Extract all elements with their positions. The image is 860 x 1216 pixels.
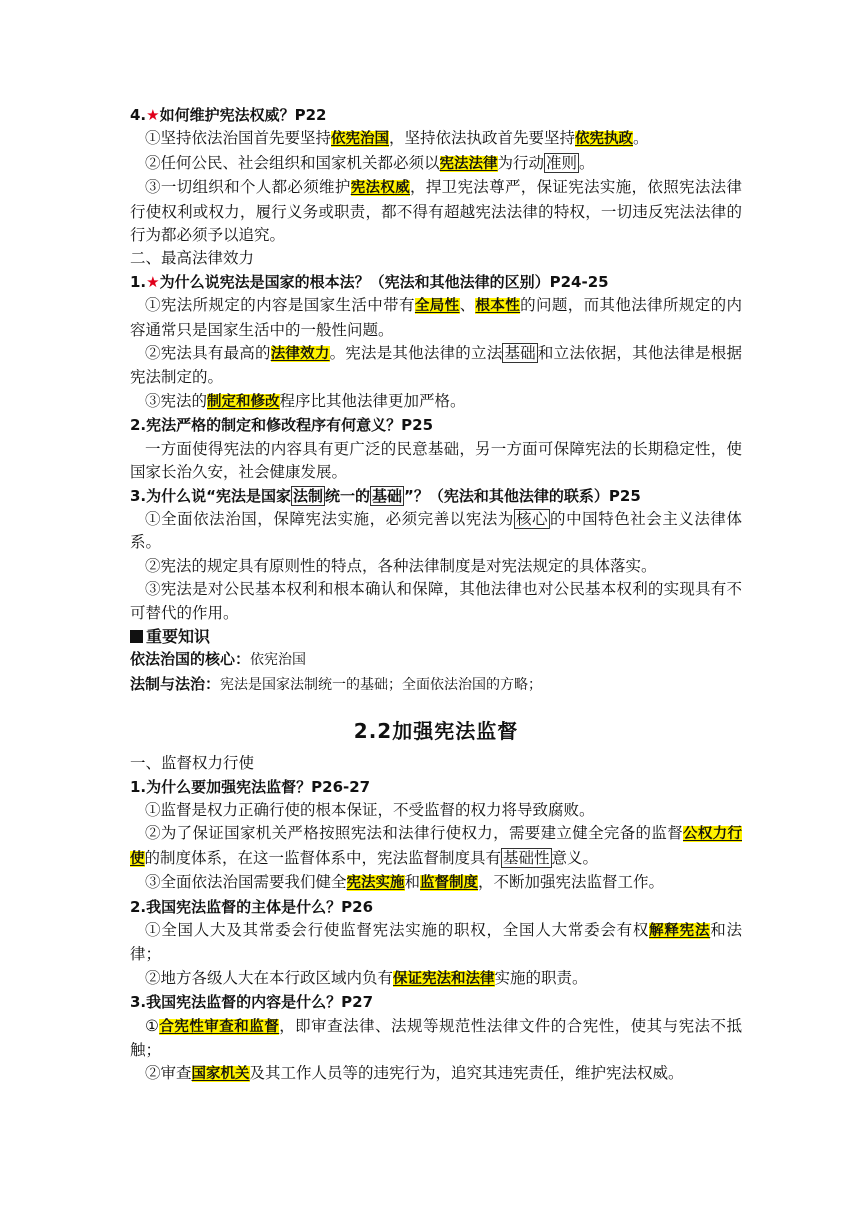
highlighted-term: 依宪执政: [575, 131, 634, 148]
answer-paragraph: ③宪法是对公民基本权利和根本确认和保障，其他法律也对公民基本权利的实现具有不可替代的作用。: [130, 580, 742, 622]
answer-paragraph: [130, 919, 742, 967]
text: 意义。: [551, 848, 599, 867]
answer-paragraph: [130, 1015, 742, 1063]
text: ②宪法具有最高的: [145, 344, 271, 363]
section-title: 2.2加强宪法监督: [353, 719, 519, 744]
key-point: [130, 648, 742, 672]
answer-line: ②宪法的规定具有原则性的特点，各种法律制度是对宪法规定的具体落实。: [145, 556, 657, 575]
text: ，坚持依法执政首先要坚持: [389, 129, 576, 148]
question-heading: [130, 485, 742, 508]
answer-paragraph: [130, 508, 742, 555]
black-square-icon: [130, 630, 143, 643]
text: ③宪法的: [145, 391, 208, 410]
text: 的问题，而其他法律所规定的内容通常只是国家生活中的一般性问题。: [130, 296, 742, 339]
highlighted-term: 制定和修改: [207, 393, 280, 410]
answer-line: ①监督是权力正确行使的根本保证，不受监督的权力将导致腐败。: [145, 800, 595, 819]
key-text: 依宪治国: [250, 652, 307, 669]
text: 重要知识: [146, 626, 211, 646]
text: ②审查: [145, 1064, 192, 1083]
star-icon: ★: [146, 106, 160, 124]
highlighted-term: 国家机关: [191, 1066, 250, 1083]
boxed-term: 基础性: [503, 848, 550, 867]
boxed-term: 基础: [504, 344, 536, 363]
text: ”？（宪法和其他法律的联系）P25: [404, 486, 641, 505]
question-heading: 1.为什么要加强宪法监督？P26-27: [130, 777, 371, 796]
text: 和: [404, 873, 421, 892]
answer-paragraph: [130, 822, 742, 871]
answer-line: [130, 390, 742, 414]
highlighted-term: 全局性: [414, 298, 460, 315]
boxed-term: 法制: [293, 486, 324, 505]
text: 程序比其他法律更加严格。: [279, 391, 466, 410]
answer-line: [130, 152, 742, 176]
text: ，即审查法律、法规等规范性法律文件的合宪性，使其与宪法不抵触；: [130, 1016, 742, 1060]
highlighted-term: 法律效力: [270, 346, 330, 363]
question-title: 为什么说宪法是国家的根本法？（宪法和其他法律的区别）P24-25: [159, 272, 609, 291]
highlighted-term: 宪法法律: [439, 155, 498, 172]
highlighted-term: 根本性: [475, 298, 521, 315]
key-label: 依法治国的核心：: [130, 650, 251, 669]
highlighted-term: 公权力行使: [130, 826, 742, 867]
question-heading: 3.我国宪法监督的内容是什么？P27: [130, 993, 374, 1012]
star-icon: ★: [146, 272, 160, 291]
answer-paragraph: [130, 294, 742, 342]
question-number: 4.: [130, 106, 147, 124]
text: 。: [579, 153, 595, 172]
text: ，捍卫宪法尊严，保证宪法实施，依照宪法法律行使权利或权力，履行义务或职责，都不得有超越宪法法律的特权，一切违反宪法法律的行为都必须予以追究。: [130, 178, 742, 245]
question-number: 1.: [130, 272, 147, 291]
highlighted-term: 保证宪法和法律: [393, 970, 495, 987]
text: ③全面依法治国需要我们健全: [145, 873, 347, 892]
text: 及其工作人员等的违宪行为，追究其违宪责任，维护宪法权威。: [249, 1064, 684, 1083]
question-heading: 2.我国宪法监督的主体是什么？P26: [130, 897, 374, 916]
highlighted-term: 合宪性审查和监督: [159, 1018, 280, 1035]
key-label: 法制与法治：: [130, 674, 221, 693]
document-content: [130, 104, 742, 1087]
key-point: [130, 673, 742, 697]
key-text: 宪法是国家法制统一的基础；全面依法治国的方略；: [220, 676, 543, 693]
answer-line: [130, 1062, 742, 1086]
text: 的制度体系，在这一监督体系中，宪法监督制度具有: [144, 848, 502, 867]
important-knowledge-heading: [130, 625, 742, 648]
text: 实施的职责。: [494, 968, 588, 987]
section-heading: 一、监督权力行使: [130, 754, 255, 773]
text: ①全国人大及其常委会行使监督宪法实施的职权，全国人大常委会有权: [145, 921, 650, 939]
text: ①: [145, 1016, 160, 1035]
question-heading: [130, 271, 742, 294]
highlighted-term: 宪法实施: [346, 875, 405, 892]
text: 统一的: [325, 486, 371, 505]
text: ③一切组织和个人都必须维护: [145, 178, 351, 197]
answer-line: [130, 967, 742, 991]
highlighted-term: 宪法权威: [350, 180, 411, 197]
text: 和法律；: [130, 921, 742, 964]
boxed-term: 准则: [546, 153, 578, 172]
text: 3.为什么说“宪法是国家: [130, 486, 291, 505]
section-heading: 二、最高法律效力: [130, 249, 255, 268]
question-title: 如何维护宪法权威？P22: [159, 106, 327, 124]
question-heading: 2.宪法严格的制定和修改程序有何意义？P25: [130, 416, 434, 435]
answer-line: [130, 871, 742, 895]
answer-paragraph: [130, 176, 742, 247]
boxed-term: 核心: [515, 509, 549, 528]
text: ，不断加强宪法监督工作。: [478, 873, 665, 892]
boxed-term: 基础: [372, 486, 403, 505]
text: 。: [633, 129, 649, 148]
text: 。宪法是其他法律的立法: [329, 344, 503, 363]
text: ①宪法所规定的内容是国家生活中带有: [145, 296, 415, 315]
text: ②任何公民、社会组织和国家机关都必须以: [145, 153, 440, 172]
text: ②地方各级人大在本行政区域内负有: [145, 968, 394, 987]
highlighted-term: 监督制度: [420, 875, 479, 892]
highlighted-term: 依宪治国: [331, 131, 390, 148]
text: 、: [459, 296, 476, 315]
answer-paragraph: 一方面使得宪法的内容具有更广泛的民意基础，另一方面可保障宪法的长期稳定性，使国家长治久安，社会健康发展。: [130, 439, 742, 482]
text: ②为了保证国家机关严格按照宪法和法律行使权力，需要建立健全完备的监督: [145, 824, 684, 843]
text: ①全面依法治国，保障宪法实施，必须完善以宪法为: [145, 509, 514, 528]
text: 的中国特色社会主义法律体系。: [130, 509, 742, 552]
answer-paragraph: [130, 342, 742, 390]
text: 和立法依据，其他法律是根据宪法制定的。: [130, 344, 742, 387]
text: 为行动: [497, 153, 545, 172]
text: ①坚持依法治国首先要坚持: [145, 129, 332, 148]
highlighted-term: 解释宪法: [649, 923, 711, 939]
question-heading: [130, 104, 742, 127]
answer-line: [130, 127, 742, 151]
